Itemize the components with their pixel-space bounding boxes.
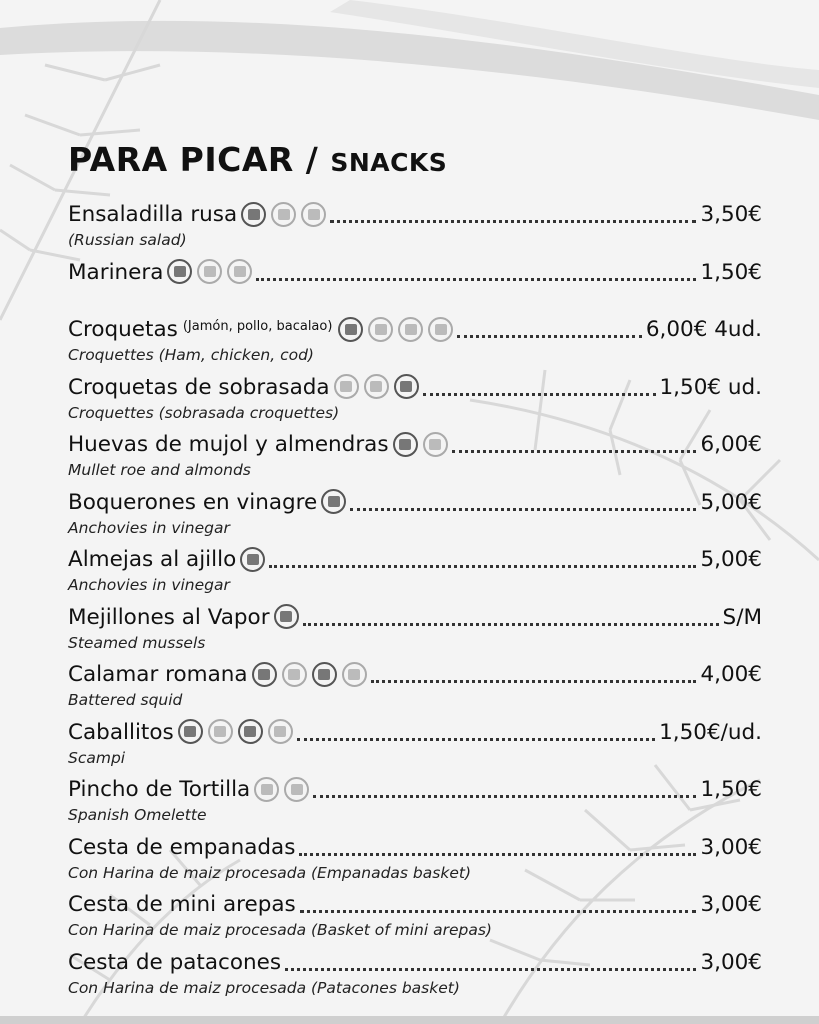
dish-price: 1,50€ [700, 777, 762, 802]
allergen-icons [321, 489, 346, 514]
dish-price: S/M [722, 604, 762, 630]
egg-allergen-icon [334, 374, 359, 399]
menu-title [68, 140, 447, 179]
gluten-allergen-icon [364, 374, 389, 399]
menu-item [68, 486, 762, 544]
dish-price: 6,00€ 4ud. [645, 317, 762, 342]
dish-name: Mejillones al Vapor [68, 604, 270, 630]
dish-description: Croquettes (Ham, chicken, cod) [68, 346, 314, 364]
dish-price: 4,00€ [700, 662, 762, 687]
dish-name: Huevas de mujol y almendras [68, 432, 389, 457]
dish-price: 3,00€ [700, 949, 762, 975]
gluten-allergen-icon [342, 662, 367, 687]
dish-description: Con Harina de maiz procesada (Basket of mini arepas) [68, 921, 492, 939]
allergen-icons [338, 317, 453, 342]
dish-price: 3,00€ [700, 892, 762, 917]
menu-item [68, 256, 762, 314]
dot-leader [297, 738, 655, 741]
dish-description: Con Harina de maiz procesada (Empanadas basket) [68, 863, 471, 882]
dish-price: 5,00€ [700, 489, 762, 515]
dish-description: Anchovies in vinegar [68, 576, 230, 594]
dish-description: (Russian salad) [68, 231, 187, 249]
menu-item-line [68, 831, 762, 863]
milk-allergen-icon [238, 719, 263, 744]
crustacean-allergen-icon [178, 719, 203, 744]
menu-item-line [68, 601, 762, 633]
dot-leader [452, 450, 697, 453]
dot-leader [330, 220, 696, 223]
menu-list [68, 198, 762, 1003]
dot-leader [303, 623, 719, 626]
footer-bar [0, 1016, 819, 1024]
dish-price: 6,00€ [700, 432, 762, 457]
milk-allergen-icon [394, 374, 419, 399]
dot-leader [256, 278, 696, 281]
dish-note: (Jamón, pollo, bacalao) [182, 319, 333, 334]
menu-item [68, 313, 762, 371]
menu-item-line [68, 716, 762, 748]
nuts-allergen-icon [423, 432, 448, 457]
dot-leader [371, 680, 697, 683]
egg-allergen-icon [208, 719, 233, 744]
dish-name: Caballitos [68, 719, 174, 745]
menu-item [68, 773, 762, 831]
milk-allergen-icon [428, 317, 453, 342]
allergen-icons [167, 259, 252, 284]
allergen-icons [334, 374, 419, 399]
dish-description: Battered squid [68, 691, 183, 709]
mollusc-allergen-icon [240, 547, 265, 572]
dairy-allergen-icon [271, 202, 296, 227]
mollusc-allergen-icon [252, 662, 277, 687]
dot-leader [300, 910, 697, 913]
milk-allergen-icon [312, 662, 337, 687]
menu-item-line [68, 658, 762, 690]
dish-name: Croquetas de sobrasada [68, 374, 330, 400]
gluten-allergen-icon [268, 719, 293, 744]
dish-description: Anchovies in vinegar [68, 518, 230, 537]
gluten-allergen-icon [227, 259, 252, 284]
menu-item [68, 371, 762, 429]
menu-item [68, 428, 762, 486]
dot-leader [423, 393, 656, 396]
dish-description: Con Harina de maiz procesada (Patacones basket) [68, 978, 460, 997]
dish-name: Marinera [68, 259, 164, 285]
menu-item-line [68, 371, 762, 403]
dish-name: Cesta de mini arepas [68, 892, 296, 917]
dish-price: 1,50€ ud. [659, 374, 762, 400]
dot-leader [350, 508, 696, 511]
menu-item [68, 198, 762, 256]
menu-item [68, 831, 762, 889]
dish-price: 5,00€ [700, 547, 762, 572]
dish-name: Cesta de empanadas [68, 834, 296, 860]
egg-allergen-icon [282, 662, 307, 687]
allergen-icons [240, 547, 265, 572]
menu-item-line [68, 888, 762, 920]
dish-name: Croquetas [68, 317, 178, 342]
fish-allergen-icon [321, 489, 346, 514]
menu-item-line [68, 773, 762, 805]
dish-name: Calamar romana [68, 662, 248, 687]
dot-leader [269, 565, 696, 568]
gluten-allergen-icon [284, 777, 309, 802]
fish-allergen-icon [338, 317, 363, 342]
menu-item [68, 543, 762, 601]
dot-leader [313, 795, 696, 798]
dot-leader [299, 853, 696, 856]
dish-name: Pincho de Tortilla [68, 777, 251, 802]
menu-title-main: PARA PICAR / [68, 140, 319, 179]
egg-allergen-icon [197, 259, 222, 284]
dish-price: 1,50€ [700, 259, 762, 285]
allergen-icons [178, 719, 293, 744]
mollusc-allergen-icon [274, 604, 299, 629]
fish-allergen-icon [393, 432, 418, 457]
dot-leader [285, 968, 696, 971]
dish-name: Cesta de patacones [68, 949, 282, 975]
egg-allergen-icon [368, 317, 393, 342]
fish-allergen-icon [167, 259, 192, 284]
menu-item-line [68, 946, 762, 978]
menu-item-line [68, 256, 762, 288]
dish-description: Steamed mussels [68, 633, 206, 652]
gluten-allergen-icon [398, 317, 423, 342]
dish-description: Spanish Omelette [68, 806, 207, 824]
menu-item-line [68, 486, 762, 518]
allergen-icons [274, 604, 299, 629]
menu-item-line [68, 543, 762, 575]
dish-name: Almejas al ajillo [68, 547, 237, 572]
dish-name: Ensaladilla rusa [68, 202, 238, 227]
dot-leader [457, 335, 641, 338]
menu-title-sub: SNACKS [330, 148, 448, 177]
menu-item-line [68, 198, 762, 230]
egg-allergen-icon [254, 777, 279, 802]
menu-item [68, 888, 762, 946]
allergen-icons [393, 432, 448, 457]
dish-description: Croquettes (sobrasada croquettes) [68, 403, 340, 422]
allergen-icons [241, 202, 326, 227]
egg-allergen-icon [301, 202, 326, 227]
menu-item-line [68, 428, 762, 460]
menu-item [68, 716, 762, 774]
dish-description: Mullet roe and almonds [68, 461, 251, 479]
fish-allergen-icon [241, 202, 266, 227]
dish-description: Scampi [68, 748, 126, 767]
allergen-icons [252, 662, 367, 687]
menu-item [68, 601, 762, 659]
dish-price: 3,00€ [700, 834, 762, 860]
dish-price: 1,50€/ud. [659, 719, 762, 745]
dish-name: Boquerones en vinagre [68, 489, 318, 515]
allergen-icons [254, 777, 309, 802]
menu-item-line [68, 313, 762, 345]
menu-item [68, 658, 762, 716]
dish-price: 3,50€ [700, 202, 762, 227]
menu-item [68, 946, 762, 1004]
